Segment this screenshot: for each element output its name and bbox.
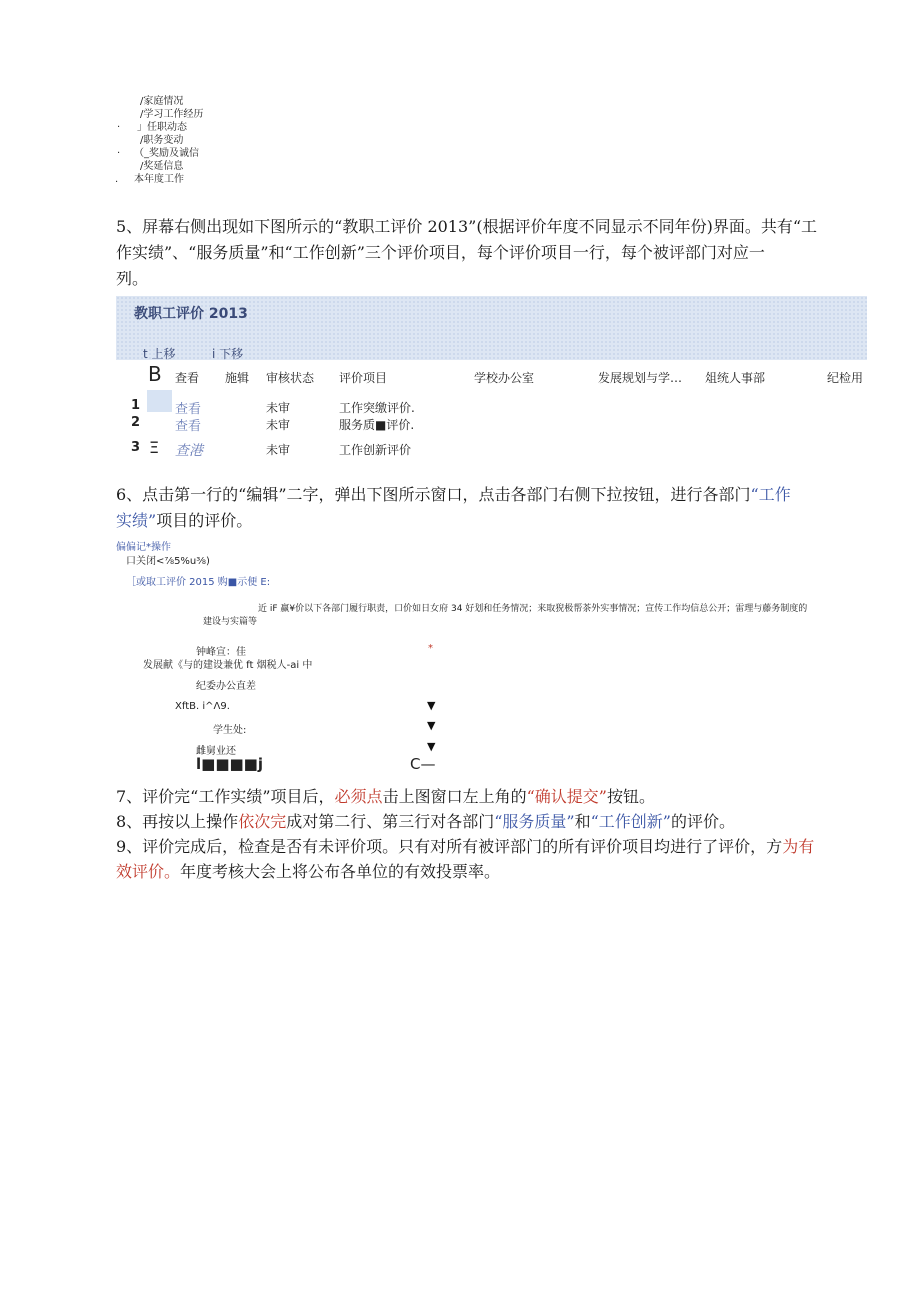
dropdown-arrow-icon[interactable]: ▼ [427,740,436,753]
dept-label-6: 雌舅业还 [196,746,236,757]
required-star: * [428,643,433,654]
select-all-column[interactable]: B [148,362,162,386]
nav-item-awards[interactable]: · （_奖励及诚信 [117,148,199,159]
step5-line1: 5、屏幕右侧出现如下图所示的“教职工评价 2013”(根据评价年度不同显示不同年份)界面。共有“工 [116,217,818,236]
row-number: 1 [131,398,141,413]
column-header-dept-office: 学校办公室 [474,371,535,385]
column-header-dept-discipline: 纪检用 [827,371,864,385]
dept-label-8: C— [410,755,436,773]
move-down-button[interactable]: i 下移 [212,347,244,361]
dropdown-arrow-icon[interactable]: ▼ [427,699,436,712]
step6-line1: 6、点击第一行的“编辑”二字，弹出下图所示窗口，点击各部门右侧下拉按钮，进行各部门“工作 [116,485,791,504]
row-number: 2 [131,415,141,430]
nav-item-positions[interactable]: · 」任职动态 [117,122,187,133]
column-header-dept-planning: 发展规划与学… [598,371,683,385]
item-cell: 工作创新评价 [339,443,412,457]
dialog-toolbar: 偏偏记*操作 [116,542,171,553]
step6-line2: 实绩”项目的评价。 [116,511,253,530]
nav-item-award-info[interactable]: /奖延信息 [140,161,184,172]
eval-panel-title: 教职工评价 2013 [134,306,248,322]
move-up-button[interactable]: t 上移 [143,347,176,361]
row-edit-mark-icon[interactable]: Ξ [149,438,160,457]
nav-item-annual-work[interactable]: . 本年度工作 [115,174,184,185]
nav-item-job-change[interactable]: /职务变动 [140,135,184,146]
dept-label-5: 学生处: [213,725,247,736]
dept-label-4: XftB. i^Λ9. [175,701,230,712]
step5-line3: 列。 [116,269,149,288]
dept-label-1: 钟峰宣：佳 [196,647,246,658]
step7-paragraph: 7、评价完“工作实绩”项目后，必须点击上图窗口左上角的“确认提交”按钮。 [116,787,655,806]
step9-line1: 9、评价完成后，检查是否有未评价项。只有对所有被评部门的所有评价项目均进行了评价，方为有 [116,837,815,856]
column-header-edit: 施辑 [225,371,250,385]
status-cell: 未审 [266,401,291,415]
column-header-dept-hr: 俎统人事部 [705,371,766,385]
dialog-title: ［或取工评价 2015 购■示便 E: [126,577,271,588]
item-cell: 工作突缴评价. [339,401,415,415]
column-header-view: 查看 [175,371,200,385]
status-cell: 未审 [266,418,291,432]
dialog-description-cont: 建设与实篇等 [203,617,258,627]
row-selection-cell[interactable] [147,390,172,412]
dept-label-7: l■■■■j [196,755,263,773]
dialog-description: 近 iF 赢¥价以下各部门履行职责，口价如日女府 34 好划和任务情况；来取猊极帮茶外实事情况；宣传工作均信总公开；雷理与藤务制度的 [258,604,808,614]
view-link[interactable]: 查看 [175,402,202,417]
dept-label-3: 纪委办公直差 [196,681,256,692]
close-button[interactable]: 口关闭<⅞5%u⅜) [126,556,210,567]
item-cell: 服务质■评价. [339,418,415,432]
step8-paragraph: 8、再按以上操作依次完成对第二行、第三行对各部门“服务质量”和“工作创新”的评价。 [116,812,735,831]
view-link[interactable]: 查港 [175,443,203,459]
step9-line2: 效评价。年度考核大会上将公布各单位的有效投票率。 [116,862,501,881]
nav-item-family[interactable]: /家庭情况 [140,96,184,107]
nav-item-work-history[interactable]: /学习工作经历 [140,109,204,120]
column-header-item: 评价项目 [339,371,388,385]
status-cell: 未审 [266,443,291,457]
dept-label-2: 发展献《与的建设兼优 ft 烟税人-ai 中 [143,660,313,671]
view-link[interactable]: 查看 [175,419,202,434]
step5-line2: 作实绩”、“服务质量”和“工作创新”三个评价项目，每个评价项目一行，每个被评部门对应一 [116,243,765,262]
dropdown-arrow-icon[interactable]: ▼ [427,719,436,732]
column-header-status: 审核状态 [266,371,315,385]
row-number: 3 [131,440,141,455]
